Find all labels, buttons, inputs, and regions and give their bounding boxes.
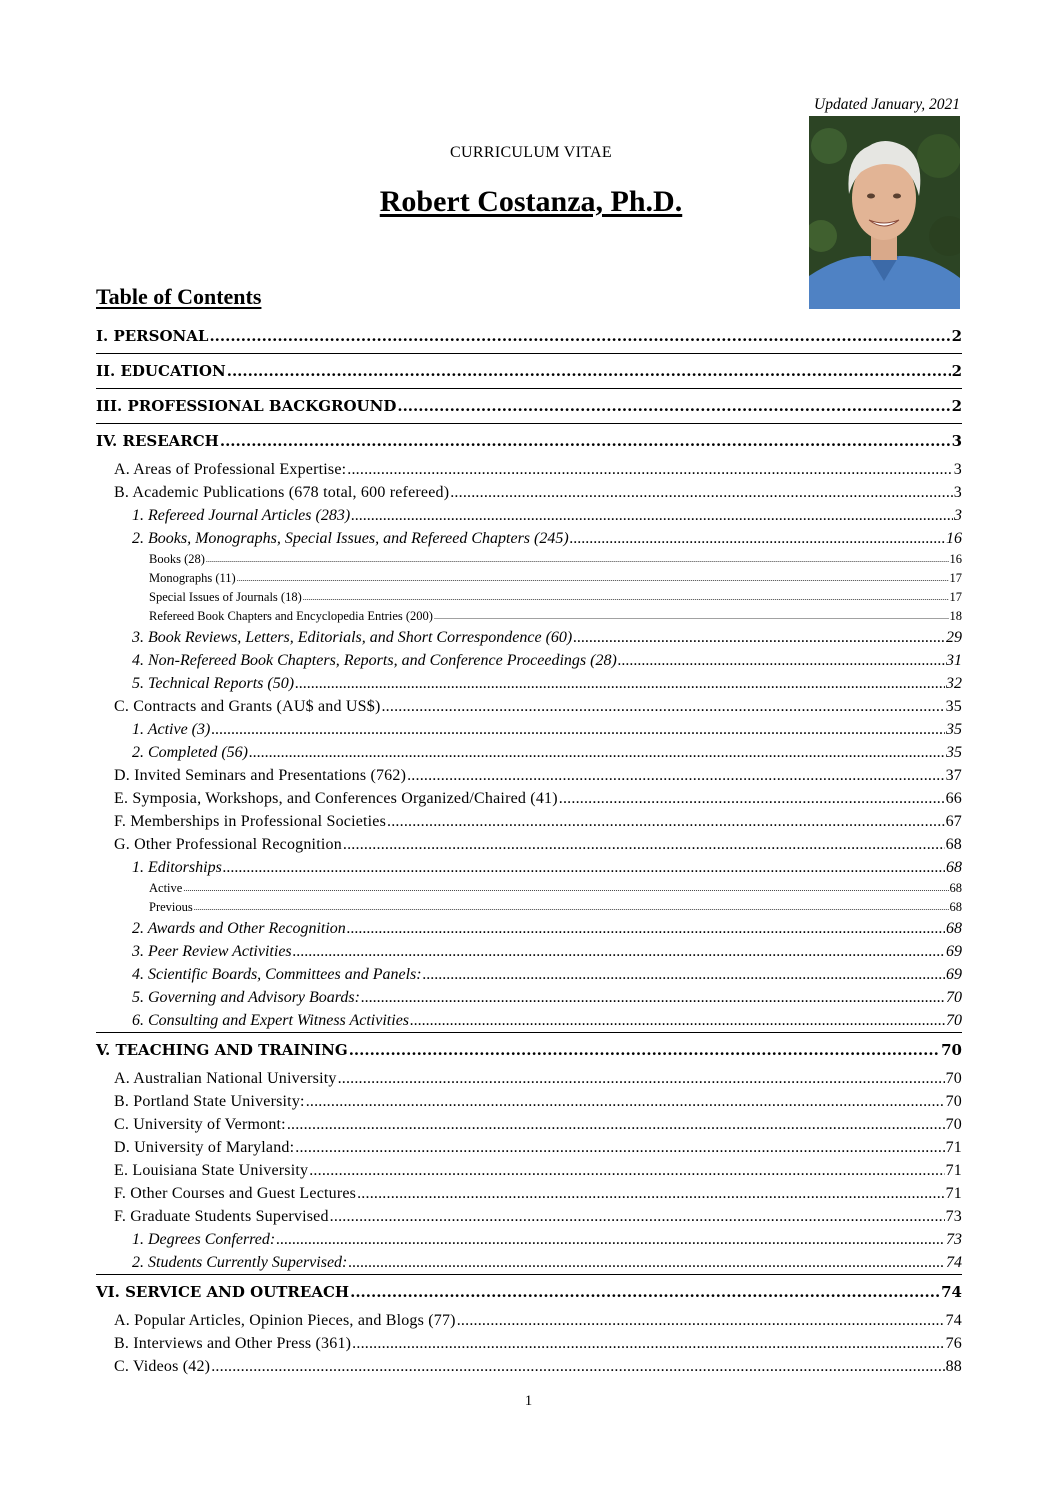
toc-entry[interactable]	[96, 1205, 962, 1228]
toc-entry-label: 1. Editorships	[132, 858, 222, 876]
toc-entry[interactable]	[96, 1090, 962, 1113]
toc-dot-leader	[343, 836, 945, 854]
toc-entry[interactable]	[96, 898, 962, 917]
toc-entry-label: C. Videos (42)	[114, 1357, 211, 1375]
toc-entry[interactable]	[96, 1182, 962, 1205]
toc-entry-page: 29	[946, 628, 962, 646]
toc-dot-leader	[387, 813, 945, 831]
toc-entry-label: B. Interviews and Other Press (361)	[114, 1334, 352, 1352]
toc-dot-leader	[295, 1139, 944, 1157]
toc-entry-page: 67	[945, 812, 962, 830]
toc-entry[interactable]	[96, 388, 962, 423]
toc-dot-leader	[220, 432, 951, 450]
toc-entry-label: 2. Awards and Other Recognition	[132, 919, 346, 937]
toc-entry-label: Special Issues of Journals (18)	[149, 590, 302, 604]
toc-entry-label: V. TEACHING AND TRAINING	[96, 1041, 348, 1059]
toc-dot-leader	[457, 1312, 945, 1330]
author-photo	[809, 116, 960, 309]
toc-entry-page: 35	[946, 720, 962, 738]
toc-entry-page: 74	[946, 1253, 962, 1271]
toc-dot-leader	[410, 1012, 945, 1030]
toc-entry[interactable]	[96, 917, 962, 940]
toc-entry-page: 71	[945, 1161, 962, 1179]
toc-dot-leader	[349, 1041, 940, 1059]
toc-entry[interactable]	[96, 1009, 962, 1032]
toc-entry-label: A. Areas of Professional Expertise:	[114, 460, 347, 478]
toc-entry-page: 76	[945, 1334, 962, 1352]
toc-entry-label: 5. Technical Reports (50)	[132, 674, 295, 692]
toc-entry-page: 3	[953, 483, 962, 501]
toc-entry-label: A. Popular Articles, Opinion Pieces, and Blogs (77)	[114, 1311, 456, 1329]
toc-entry-page: 70	[941, 1041, 962, 1059]
toc-entry-label: 6. Consulting and Expert Witness Activities	[132, 1011, 410, 1029]
toc-dot-leader	[407, 767, 944, 785]
toc-entry-label: I. PERSONAL	[96, 327, 209, 345]
toc-entry-label: F. Memberships in Professional Societies	[114, 812, 387, 830]
toc-dot-leader	[357, 1185, 944, 1203]
toc-dot-leader	[352, 1335, 944, 1353]
toc-entry-page: 88	[945, 1357, 962, 1375]
toc-dot-leader	[211, 1358, 944, 1376]
document-type-label: CURRICULUM VITAE	[450, 144, 612, 161]
toc-entry-page: 3	[953, 460, 962, 478]
toc-dot-leader	[350, 1283, 940, 1301]
toc-entry-label: D. University of Maryland:	[114, 1138, 295, 1156]
toc-entry-page: 69	[946, 965, 962, 983]
toc-entry[interactable]	[96, 319, 962, 353]
toc-entry-page: 32	[946, 674, 962, 692]
toc-entry[interactable]	[96, 1159, 962, 1182]
toc-entry[interactable]	[96, 1136, 962, 1159]
toc-entry[interactable]	[96, 741, 962, 764]
toc-entry-label: 1. Active (3)	[132, 720, 211, 738]
toc-entry[interactable]	[96, 1067, 962, 1090]
toc-entry-label: Previous	[149, 900, 193, 914]
toc-entry[interactable]	[96, 1309, 962, 1332]
toc-entry-label: 2. Books, Monographs, Special Issues, and Refereed Chapters (245)	[132, 529, 569, 547]
toc-title: Table of Contents	[96, 284, 262, 309]
toc-entry-page: 73	[945, 1207, 962, 1225]
toc-entry-page: 74	[945, 1311, 962, 1329]
toc-entry[interactable]	[96, 649, 962, 672]
toc-entry[interactable]	[96, 1113, 962, 1136]
toc-entry-label: 3. Book Reviews, Letters, Editorials, and Short Correspondence (60)	[132, 628, 573, 646]
toc-dot-leader	[347, 461, 953, 479]
toc-entry-label: G. Other Professional Recognition	[114, 835, 342, 853]
table-of-contents	[96, 319, 962, 1378]
toc-entry[interactable]	[96, 940, 962, 963]
toc-entry-page: 31	[946, 651, 962, 669]
toc-entry[interactable]	[96, 550, 962, 569]
toc-entry[interactable]	[96, 588, 962, 607]
toc-entry[interactable]	[96, 764, 962, 787]
toc-entry-page: 68	[946, 919, 962, 937]
toc-entry-page: 16	[946, 529, 962, 547]
toc-dot-leader	[303, 593, 949, 602]
toc-entry-label: E. Symposia, Workshops, and Conferences Organized/Chaired (41)	[114, 789, 558, 807]
toc-entry-label: C. University of Vermont:	[114, 1115, 286, 1133]
toc-dot-leader	[293, 943, 945, 961]
toc-dot-leader	[573, 629, 945, 647]
toc-entry[interactable]	[96, 626, 962, 649]
author-name: Robert Costanza, Ph.D.	[379, 185, 683, 218]
toc-entry-page: 70	[945, 1115, 962, 1133]
toc-entry-label: VI. SERVICE AND OUTREACH	[96, 1283, 350, 1301]
toc-entry[interactable]	[96, 527, 962, 550]
toc-entry[interactable]	[96, 504, 962, 527]
toc-entry-label: E. Louisiana State University	[114, 1161, 309, 1179]
toc-entry[interactable]	[96, 1332, 962, 1355]
toc-dot-leader	[276, 1231, 945, 1249]
toc-dot-leader	[211, 721, 945, 739]
toc-entry-label: B. Academic Publications (678 total, 600 refereed)	[114, 483, 450, 501]
toc-entry-page: 66	[945, 789, 962, 807]
toc-dot-leader	[237, 574, 949, 583]
toc-entry-label: D. Invited Seminars and Presentations (762)	[114, 766, 407, 784]
toc-entry-page: 2	[951, 327, 962, 345]
toc-entry-page: 3	[954, 506, 962, 524]
toc-entry[interactable]	[96, 672, 962, 695]
toc-dot-leader	[348, 1254, 945, 1272]
toc-entry-label: A. Australian National University	[114, 1069, 337, 1087]
toc-entry-page: 71	[945, 1138, 962, 1156]
toc-dot-leader	[347, 920, 945, 938]
toc-dot-leader	[351, 507, 953, 525]
toc-dot-leader	[183, 884, 948, 893]
toc-entry[interactable]	[96, 879, 962, 898]
toc-entry-page: 17	[949, 571, 962, 585]
updated-date: Updated January, 2021	[814, 96, 960, 113]
toc-entry-page: 35	[946, 743, 962, 761]
toc-dot-leader	[381, 698, 944, 716]
toc-entry-page: 73	[946, 1230, 962, 1248]
toc-entry[interactable]	[96, 1032, 962, 1067]
toc-dot-leader	[330, 1208, 945, 1226]
toc-dot-leader	[570, 530, 945, 548]
toc-entry-page: 68	[949, 881, 962, 895]
toc-entry[interactable]	[96, 787, 962, 810]
toc-entry[interactable]	[96, 810, 962, 833]
toc-dot-leader	[223, 859, 945, 877]
toc-entry[interactable]	[96, 718, 962, 741]
toc-dot-leader	[306, 1093, 945, 1111]
toc-entry-label: 5. Governing and Advisory Boards:	[132, 988, 360, 1006]
toc-dot-leader	[338, 1070, 945, 1088]
toc-entry-page: 18	[949, 609, 962, 623]
toc-entry-page: 2	[951, 362, 962, 380]
toc-entry-label: IV. RESEARCH	[96, 432, 219, 450]
toc-entry-page: 68	[949, 900, 962, 914]
toc-entry-page: 70	[946, 1011, 962, 1029]
toc-entry-label: 2. Students Currently Supervised:	[132, 1253, 348, 1271]
toc-entry-label: 2. Completed (56)	[132, 743, 248, 761]
toc-entry[interactable]	[96, 607, 962, 626]
toc-entry-label: 4. Scientific Boards, Committees and Panels:	[132, 965, 422, 983]
toc-dot-leader	[450, 484, 953, 502]
toc-entry-label: 3. Peer Review Activities	[132, 942, 292, 960]
toc-entry[interactable]	[96, 1228, 962, 1251]
toc-dot-leader	[618, 652, 945, 670]
toc-entry-label: II. EDUCATION	[96, 362, 226, 380]
toc-entry[interactable]	[96, 353, 962, 388]
toc-entry-label: Refereed Book Chapters and Encyclopedia Entries (200)	[149, 609, 433, 623]
toc-entry[interactable]	[96, 695, 962, 718]
toc-dot-leader	[423, 966, 945, 984]
toc-entry[interactable]	[96, 569, 962, 588]
toc-entry-page: 70	[945, 1092, 962, 1110]
toc-entry-page: 69	[946, 942, 962, 960]
toc-dot-leader	[559, 790, 945, 808]
toc-entry-page: 37	[945, 766, 962, 784]
toc-dot-leader	[434, 612, 949, 621]
toc-entry-page: 16	[949, 552, 962, 566]
toc-entry-page: 35	[945, 697, 962, 715]
toc-entry-page: 74	[941, 1283, 962, 1301]
toc-entry[interactable]	[96, 1355, 962, 1378]
toc-dot-leader	[194, 903, 949, 912]
toc-dot-leader	[295, 675, 945, 693]
toc-entry-label: Monographs (11)	[149, 571, 236, 585]
page-number: 1	[524, 1393, 533, 1409]
toc-entry-page: 68	[946, 858, 962, 876]
toc-entry-page: 17	[949, 590, 962, 604]
toc-entry-label: B. Portland State University:	[114, 1092, 305, 1110]
toc-entry[interactable]	[96, 833, 962, 856]
toc-dot-leader	[309, 1162, 944, 1180]
toc-entry-page: 2	[951, 397, 962, 415]
toc-entry-label: 4. Non-Refereed Book Chapters, Reports, and Conference Proceedings (28)	[132, 651, 617, 669]
toc-entry-label: 1. Degrees Conferred:	[132, 1230, 276, 1248]
toc-entry-label: III. PROFESSIONAL BACKGROUND	[96, 397, 397, 415]
toc-dot-leader	[227, 362, 951, 380]
toc-entry[interactable]	[96, 481, 962, 504]
toc-entry[interactable]	[96, 423, 962, 458]
toc-entry[interactable]	[96, 856, 962, 879]
toc-entry-label: 1. Refereed Journal Articles (283)	[132, 506, 351, 524]
toc-entry[interactable]	[96, 458, 962, 481]
toc-dot-leader	[209, 327, 950, 345]
toc-entry-page: 70	[945, 1069, 962, 1087]
toc-entry-page: 71	[945, 1184, 962, 1202]
toc-entry-label: Books (28)	[149, 552, 205, 566]
toc-dot-leader	[361, 989, 945, 1007]
toc-entry[interactable]	[96, 1274, 962, 1309]
toc-entry[interactable]	[96, 963, 962, 986]
toc-dot-leader	[397, 397, 950, 415]
toc-entry-page: 70	[946, 988, 962, 1006]
toc-dot-leader	[206, 555, 949, 564]
toc-entry-label: Active	[149, 881, 183, 895]
toc-entry-page: 68	[945, 835, 962, 853]
toc-entry-label: F. Other Courses and Guest Lectures	[114, 1184, 357, 1202]
toc-entry-label: F. Graduate Students Supervised	[114, 1207, 329, 1225]
toc-dot-leader	[249, 744, 945, 762]
toc-entry[interactable]	[96, 986, 962, 1009]
toc-entry[interactable]	[96, 1251, 962, 1274]
toc-entry-label: C. Contracts and Grants (AU$ and US$)	[114, 697, 381, 715]
toc-entry-page: 3	[951, 432, 962, 450]
toc-dot-leader	[287, 1116, 945, 1134]
